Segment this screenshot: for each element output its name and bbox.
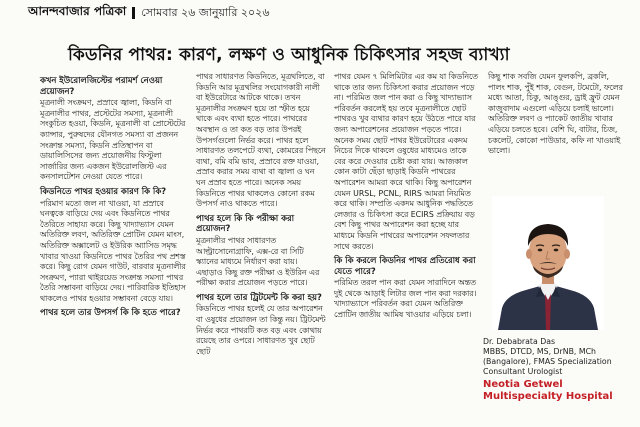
doctor-degrees: MBBS, DTCD, MS, DrNB, MCh (Bangalore), FMAS Specialization [483,347,612,366]
article-column-4 [488,72,626,159]
article-column-3 [334,72,479,323]
paragraph: পরিমিত তরল পান করা যেমন সারাদিনে অন্তত দুই থেকে আড়াই লিটার জল পান করা দরকার। খাদ্যাভ্যাসে পরিবর্তন করা যেমন অতিরিক্ত প্রোটিন জাতীয় আমিষ খাওয়ার এড়িয়ে চলা। [334,278,477,320]
paragraph: কিছু শাক সবজি যেমন ফুলকপি, ব্রকলি, পালং শাক, পুঁই শাক, বেগুন, টমেটো, ফলের মধ্যে আতা, চিকু, আঙ্গুর, ড্রাই ফ্রুট যেমন কাজুবাদাম এগুলো এড়িয়ে চলাই ভালো। অতিরিক্ত লবণ ও প্যাকেট জাতীয় খাবার এড়িয়ে চলতে হবে। বেশি ঘি, বাটার, চিজ, চকলেট, কোকো পাউডার, কফি না খাওয়াই ভালো। [488,72,623,156]
question-heading: পাথর হলে তার উপসর্গ কি কি হতে পারে? [40,307,181,318]
question-heading: পাথর হলে তার ট্রিটমেন্ট কি করা হয়? [196,291,322,302]
paragraph: পরিমাণ মতো জল না খাওয়া, যা প্রস্রাবে ঘনত্বকে বাড়িয়ে দেয় এবং কিডনিতে পাথর তৈরিতে সাহায্য করে। কিছু খাদ্যাভ্যাস যেমন অতিরিক্ত লবণ, অতিরিক্ত প্রোটিন যেমন মাংস, অতিরিক্ত অক্সালেট ও ইউরিক অ্যাসিড সমৃদ্ধ খাবার খাওয়া কিডনিতে পাথর তৈরির পথ প্রশস্ত করে। কিছু রোগ যেমন গাউট, বারবার মূত্রনালীর সংক্রমণ, প্যারা থাইরয়েড সংক্রান্ত সমস্যা পাথর তৈরি সম্ভাবনা বাড়িয়ে দেয়। পারিবারিক ইতিহাস থাকলেও পাথর হওয়ার সম্ভাবনা বেড়ে যায়। [40,198,186,303]
doctor-name: Dr. Debabrata Das [483,337,556,346]
masthead [28,4,269,22]
paragraph: মূত্রনালী সংক্রমণ, প্রস্রাবে জ্বালা, কিডনি বা মূত্রনালীর পাথর, প্রস্টেটের সমস্যা, মূত্রনালী সংকুচিত হওয়া, কিডনি, মূত্রনালী বা প্রোস্টেটের ক্যান্সার, পুরুষদের যৌনগত সমস্যা বা প্রজনন সংক্রান্ত সমস্যা, কিডনি প্রতিস্থাপন বা ডায়ালিসিসের জন্য প্রয়োজনীয় ফিস্টুলা সার্জারির জন্য একজন ইউরোলজিস্ট এর কনসালটেশন নেওয়া যেতে পারে। [40,98,186,182]
paragraph: পাথর সাধারণত কিডনিতে, মূত্রথলিতে, বা কিডনি আর মূত্রথলির সংযোগকারী নালী বা ইউরেটারে আটকে থাকে। তখন মূত্রনালীর সংক্রমণ হয়ে তা স্ফীত হয়ে থাকে এবং ব্যথা হতে পারে। পাথরের অবস্থান ও তা কত বড় তার উপরই উপসর্গগুলো নির্ভর করে। পাথর হলে সাধারণত তলপেটে ব্যথা, কোমরের পিছনে ব্যথা, বমি বমি ভাব, প্রস্রাবে রক্ত যাওয়া, প্রস্রাব করার সময় ব্যথা বা জ্বালা ও ঘন ঘন প্রস্রাব হতে পারে। অনেক সময় কিডনিতে পাথর থাকলেও কোনো রকম উপসর্গ নাও থাকতে পারে। [196,72,326,209]
paragraph: মূত্রনালীর পাথর সাধারণত আল্ট্রাসোনোগ্রাফি, এক্স-রে বা সিটি স্ক্যানের মাধ্যমে নির্ধারণ করা যায়। এছাড়াও কিছু রক্ত পরীক্ষা ও ইউরিন এর পরীক্ষা করার প্রয়োজন পড়তে পারে। [196,235,320,288]
question-heading: কি কি করলে কিডনির পাথর প্রতিরোধ করা যেতে পারে? [334,255,476,276]
article-headline: কিডনির পাথর: কারণ, লক্ষণ ও আধুনিক চিকিৎসার সহজ ব্যাখ্যা [68,45,510,65]
article-column-1 [40,72,188,320]
issue-date: সোমবার ২৬ জানুয়ারি ২০২৬ [141,5,270,19]
doctor-portrait-illustration [492,196,604,330]
masthead-divider [132,7,135,19]
hospital-name: Neotia Getwel Multispecialty Hospital [483,379,613,402]
article-column-2 [196,72,326,359]
doctor-photo [492,196,604,330]
paragraph: কিডনিতে পাথর হলেই যে তার অপারেশন বা ওষুধের প্রয়োজন তা কিন্তু নয়। ট্রিটমেন্ট নির্ভর করে পাথরটি কত বড় এবং কোথায় রয়েছে তার ওপরে। সাধারণত খুব ছোট ছোট [196,304,326,356]
newspaper-name: আনন্দবাজার পত্রিকা [28,4,127,18]
paragraph: পাথর যেমন ৭ মিলিমিটার এর কম যা কিডনিতে থাকে তার জন্য চিকিৎসা করার প্রয়োজন পড়ে না। পরিমিত জল পান করা ও কিছু খাদ্যাভ্যাস পরিবর্তন করলেই হয় তবে মূত্রনালীতে ছোট পাথরও খুব ব্যথার কারণ হয়ে উঠতে পারে যার জন্য অপারেশনের প্রয়োজন পড়তে পারে। অনেক সময় ছোট পাথর ইউরেটারের একদম নিচের দিকে থাকলে ওষুধের মাধ্যমেও তাকে বের করে দেওয়ার চেষ্টা করা যায়। আজকাল কোন কাটা ছেঁড়া ছাড়াই কিডনি পাথরের অপারেশন আমরা করে থাকি। কিছু অপারেশন যেমন URSL, PCNL, RIRS আমরা নিয়মিত করে থাকি। সম্প্রতি একদম আধুনিক পদ্ধতিতে লেজার ও চিকিৎসা করে ECIRS প্রক্রিয়ায় বড় বেশ কিছু পাথর অপারেশন করা হচ্ছে যার মাধ্যমে কিডনি পাথরের অপারেশন সফলতার সাথে করতে। [334,72,478,251]
question-heading: কিডনিতে পাথর হওয়ার কারণ কি কি? [40,185,167,196]
doctor-title: Consultant Urologist [483,367,563,376]
question-heading: কখন ইউরোলজিস্টের পরামর্শ নেওয়া প্রয়োজন? [40,75,163,96]
doctor-caption [483,337,633,377]
question-heading: পাথর হলে কি কি পরীক্ষা করা প্রয়োজন? [196,212,295,234]
